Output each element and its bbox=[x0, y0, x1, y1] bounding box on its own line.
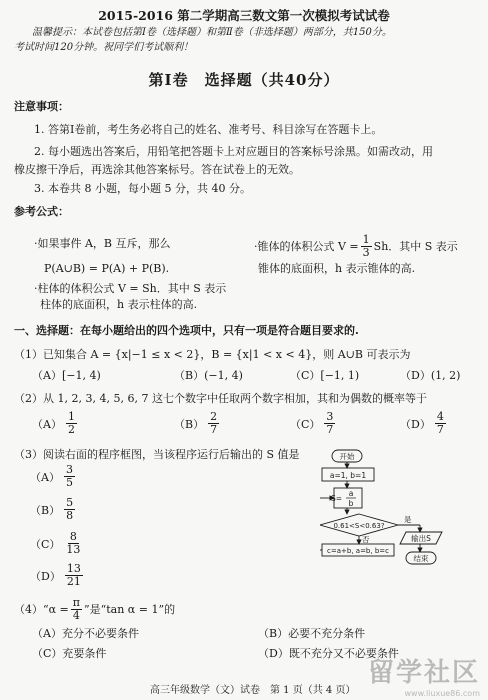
flow-end-label: 结束 bbox=[413, 554, 429, 563]
q2-stem: （2）从 1, 2, 3, 4, 5, 6, 7 这七个数字中任取两个数字相加，其和为偶数的概率等于 bbox=[14, 392, 427, 405]
q1-option-a: （A）[−1, 4) bbox=[32, 369, 101, 382]
q4-option-d: （D）既不充分又不必要条件 bbox=[258, 647, 399, 660]
formulas-heading: 参考公式： bbox=[14, 205, 69, 218]
flow-output-label: 输出S bbox=[411, 534, 431, 543]
formula-cone-fraction: $\frac{1}{3}$ bbox=[362, 233, 370, 259]
q4-stem-prefix: （4）“α = bbox=[14, 602, 69, 616]
q1-option-d: （D）(1, 2) bbox=[400, 369, 461, 382]
q2-option-c: （C） $\frac{3}{7}$ bbox=[290, 410, 334, 436]
notice-line-2: 考试时间120分钟。祝同学们考试顺利！ bbox=[14, 42, 194, 53]
formula-mutex: ·如果事件 A，B 互斥，那么 bbox=[34, 237, 171, 250]
exam-title: 2015-2016 第二学期高三数文第一次模拟考试试卷 bbox=[98, 8, 390, 23]
q3-option-c: （C） $\frac{8}{13}$ bbox=[30, 530, 81, 556]
formula-prism: ·柱体的体积公式 V = Sh．其中 S 表示 bbox=[34, 282, 227, 295]
flow-yes-label: 是 bbox=[404, 515, 412, 524]
formula-cone-prefix: ·锥体的体积公式 V = bbox=[254, 239, 359, 253]
flow-update-label: c=a+b, a=b, b=c bbox=[327, 547, 389, 555]
q1-stem: （1）已知集合 A = {x|−1 ≤ x < 2}，B = {x|1 < x < 4}，则 A∪B 可表示为 bbox=[14, 348, 411, 361]
q4-option-c: （C）充要条件 bbox=[32, 647, 107, 660]
q2-option-a: （A） $\frac{1}{2}$ bbox=[32, 410, 75, 436]
q4-stem-fraction: $\frac{\pi}{4}$ bbox=[72, 596, 80, 622]
formula-prism-note: 柱体的底面积，h 表示柱体的高. bbox=[40, 298, 198, 311]
q3-option-d: （D） $\frac{13}{21}$ bbox=[30, 562, 81, 588]
formula-cone-suffix: Sh．其中 S 表示 bbox=[373, 239, 458, 253]
section-title: 第Ⅰ卷 选择题（共40分） bbox=[148, 71, 340, 89]
formula-union: P(A∪B) = P(A) + P(B). bbox=[44, 262, 170, 275]
part1-heading: 一、选择题：在每小题给出的四个选项中，只有一项是符合题目要求的. bbox=[14, 324, 359, 337]
formula-cone-note: 锥体的底面积，h 表示锥体的高. bbox=[258, 262, 416, 275]
program-flowchart bbox=[320, 448, 480, 598]
note-item-3: 3. 本卷共 8 小题，每小题 5 分，共 40 分。 bbox=[34, 182, 251, 195]
flow-assign-label: S= bbox=[330, 494, 342, 503]
q3-option-b: （B） $\frac{5}{8}$ bbox=[30, 496, 74, 522]
site-watermark bbox=[368, 652, 480, 698]
q1-option-c: （C）[−1, 1) bbox=[290, 369, 360, 382]
flow-assign-den: b bbox=[348, 499, 354, 508]
q1-option-b: （B）(−1, 4) bbox=[174, 369, 243, 382]
note-item-1: 1. 答第Ⅰ卷前，考生务必将自己的姓名、准考号、科目涂写在答题卡上。 bbox=[34, 123, 383, 136]
flow-init-label: a=1, b=1 bbox=[329, 471, 367, 480]
q2-option-d: （D） $\frac{4}{7}$ bbox=[400, 410, 444, 436]
q4-option-a: （A）充分不必要条件 bbox=[32, 627, 139, 640]
q4-stem-suffix: ”是“tan α = 1”的 bbox=[84, 602, 176, 616]
flow-start-label: 开始 bbox=[339, 452, 355, 461]
q3-option-a: （A） $\frac{3}{5}$ bbox=[30, 463, 73, 489]
page-footer: 高三年级数学（文）试卷 第 1 页（共 4 页） bbox=[150, 685, 356, 696]
flow-condition-label: 0.61<S<0.63? bbox=[333, 522, 385, 530]
watermark-url: www.liuxue86.com bbox=[404, 689, 480, 698]
notes-heading: 注意事项： bbox=[14, 100, 69, 113]
flow-assign-num: a bbox=[348, 489, 354, 498]
q4-stem bbox=[14, 597, 175, 622]
q4-option-b: （B）必要不充分条件 bbox=[258, 627, 366, 640]
notice-line-1: 温馨提示：本试卷包括第Ⅰ卷（选择题）和第Ⅱ卷（非选择题）两部分，共150分。 bbox=[32, 27, 392, 38]
note-item-2-cont: 橡皮擦干净后，再选涂其他答案标号。答在试卷上的无效。 bbox=[14, 163, 300, 176]
q3-stem: （3）阅读右面的程序框图，当该程序运行后输出的 S 值是 bbox=[14, 448, 300, 461]
watermark-logo-text: 留学社区 bbox=[367, 658, 480, 688]
formula-cone bbox=[254, 234, 458, 259]
q2-option-b: （B） $\frac{2}{7}$ bbox=[174, 410, 218, 436]
note-item-2: 2. 每小题选出答案后，用铅笔把答题卡上对应题目的答案标号涂黑。如需改动，用 bbox=[34, 145, 433, 158]
flow-no-label: 否 bbox=[362, 535, 370, 544]
